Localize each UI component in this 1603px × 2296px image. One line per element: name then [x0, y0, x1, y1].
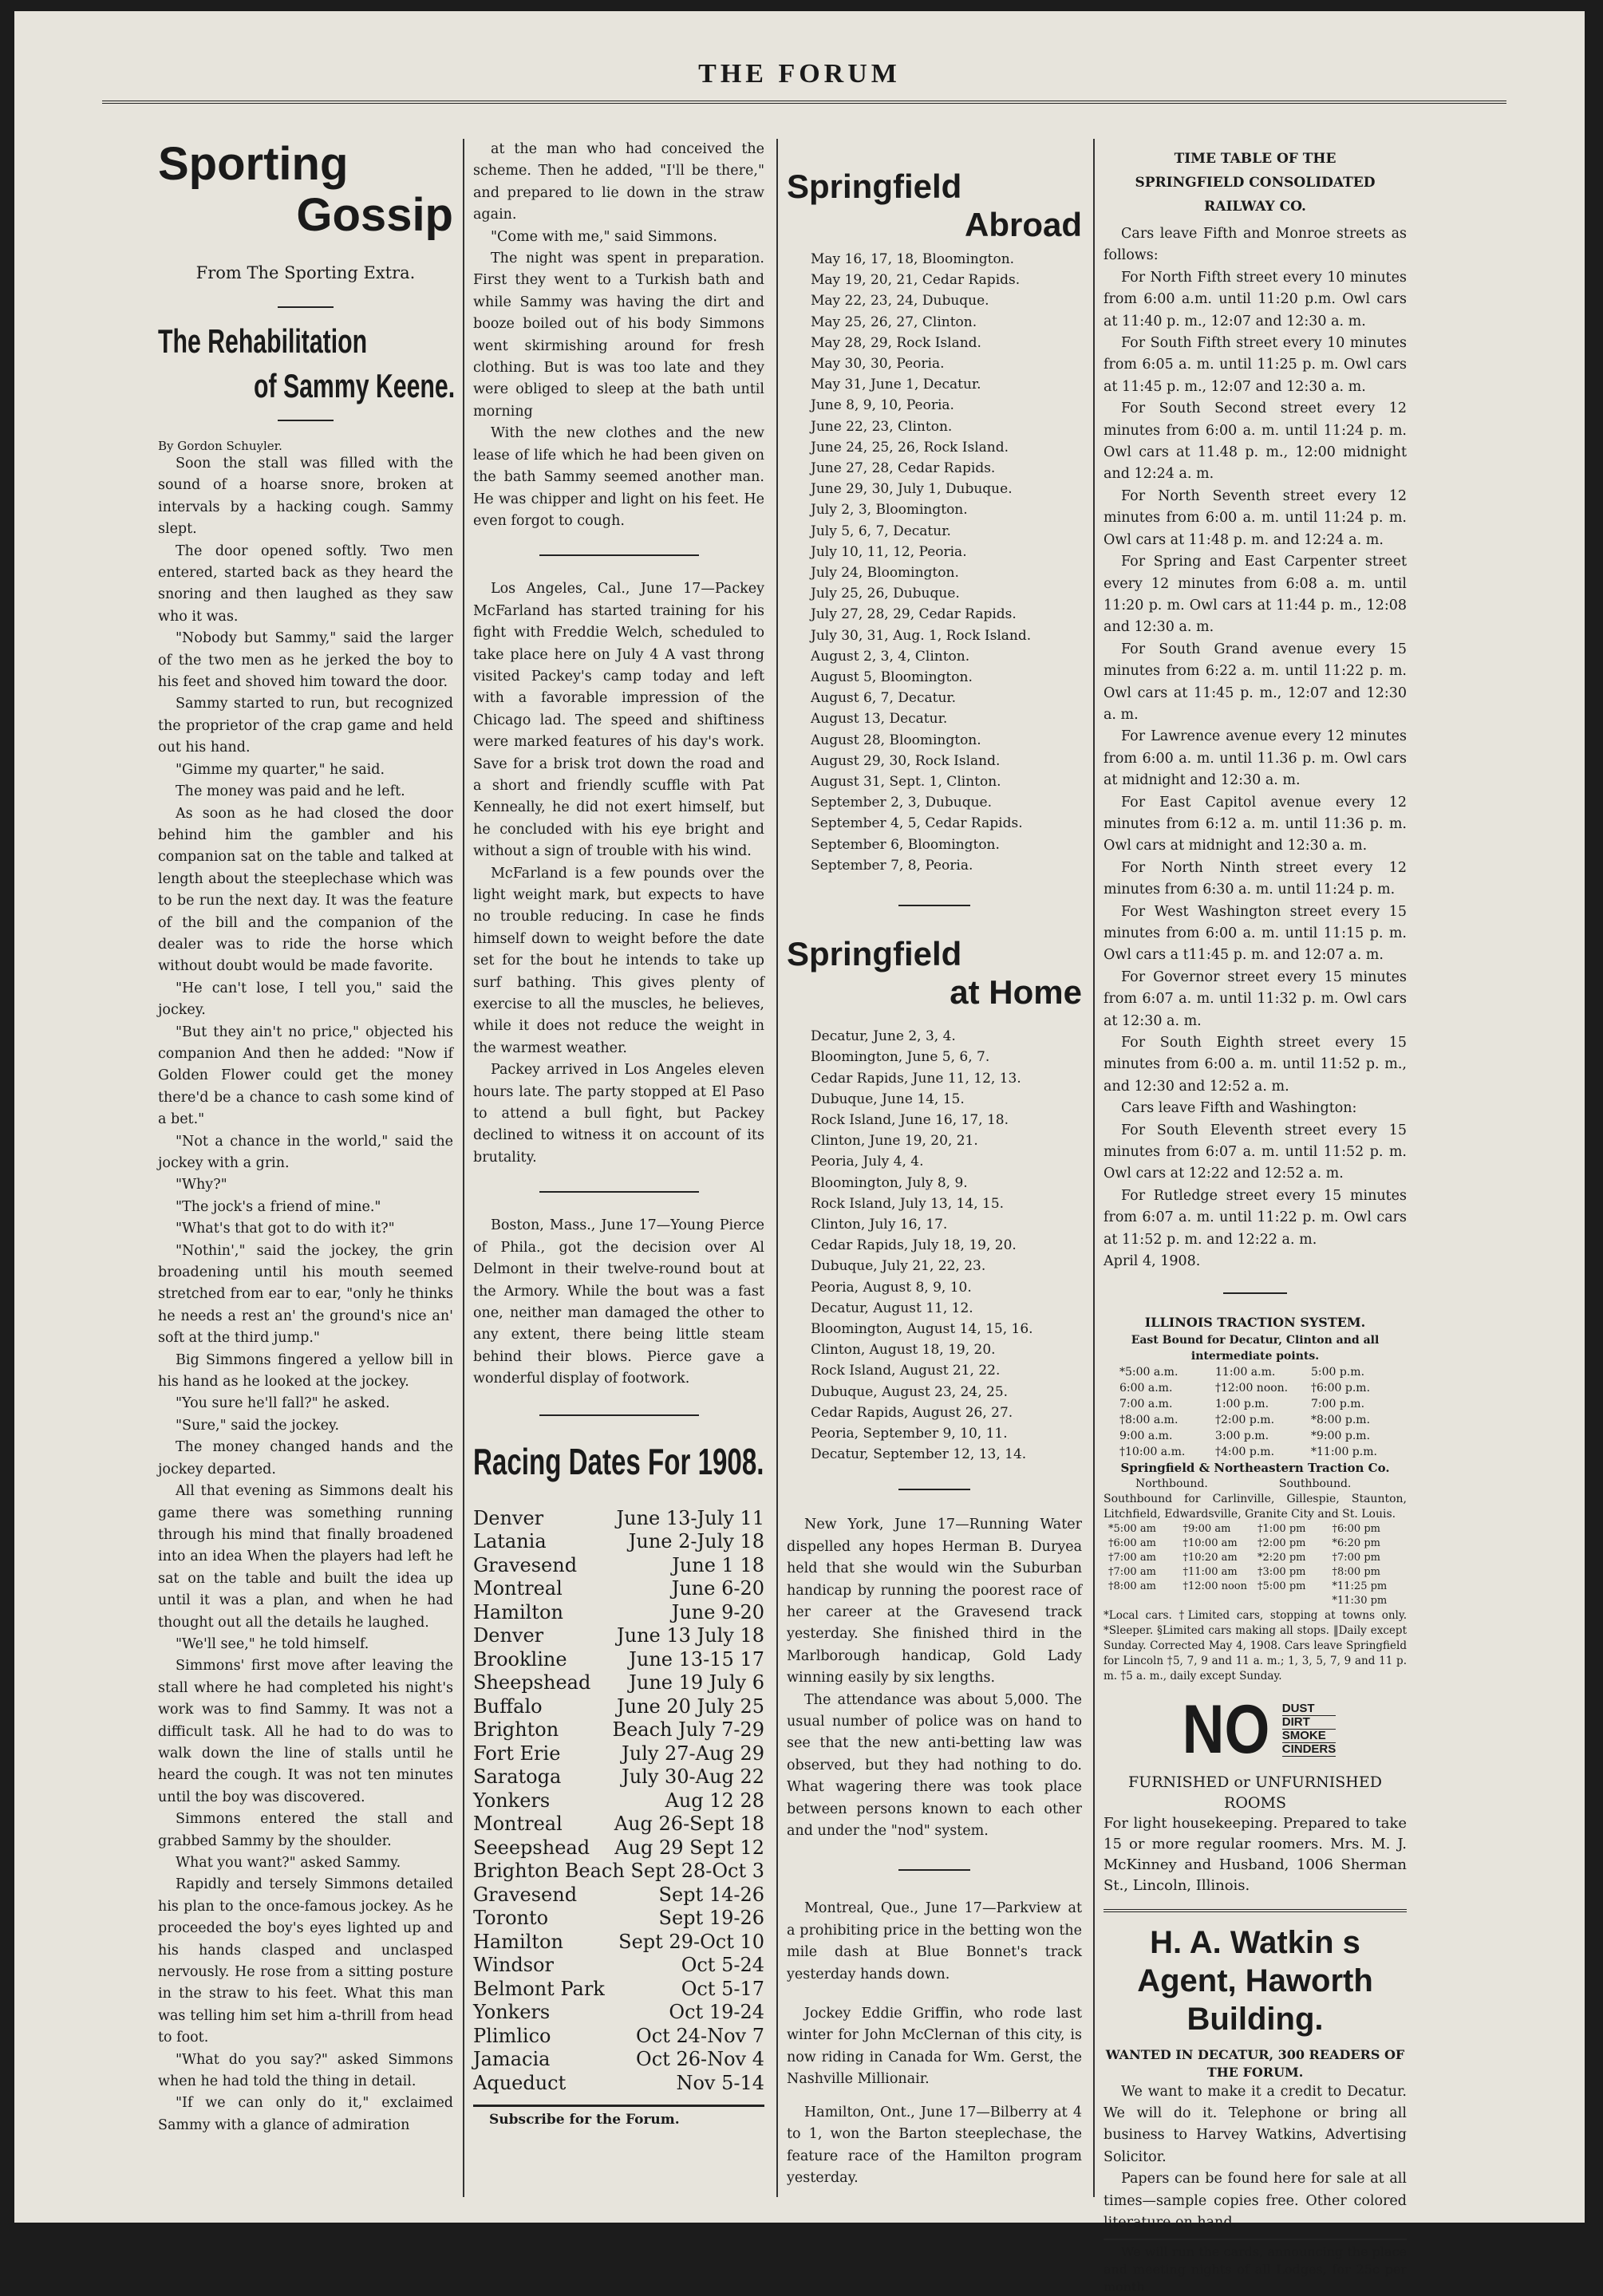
northeastern-times [1104, 1522, 1407, 1608]
northeastern-time: *11:30 pm [1332, 1594, 1388, 1607]
racing-date-row [473, 1954, 764, 1978]
story-paragraph: "What's that got to do with it?" [176, 1221, 395, 1237]
watkins-line: Building. [1186, 2001, 1324, 2037]
story-cont-paragraph: The night was spent in preparation. First they went to a Turkish bath and while Sammy was having the dirt and booze boiled out of his body Simmons went skirmishing around for fresh clothing. But is was too late and they were obliged to sleep at the bath until morning [473, 251, 764, 420]
abroad-date: September 7, 8, Peoria. [811, 857, 973, 874]
column-1 [158, 138, 456, 2136]
watkins-line: Agent, Haworth [1137, 1963, 1373, 1998]
timetable-paragraph: For West Washington street every 15 minutes from 6:00 a. m. until 11:15 p. m. Owl cars a t11:45 p. m. and 12:07 a. m. [1104, 903, 1407, 964]
northeastern-time: †7:00 am [1108, 1565, 1156, 1578]
story-paragraph: "Why?" [176, 1177, 227, 1193]
traction-time: †2:00 p.m. [1215, 1413, 1275, 1426]
northeastern-time: †2:00 pm [1258, 1537, 1306, 1549]
title-sporting: Sporting [158, 138, 349, 190]
home-date: Rock Island, July 13, 14, 15. [811, 1195, 1005, 1212]
home-date: Cedar Rapids, August 26, 27. [811, 1404, 1013, 1421]
track-name: Montreal [473, 1813, 563, 1836]
story-paragraph: All that evening as Simmons dealt his game there was something running through his mind that finally broadened into an idea When the players had left he sat on the table and built the idea up until it was a plan, and when he had thought out all the details he laughed. [158, 1483, 453, 1631]
traction-time: *8:00 p.m. [1311, 1413, 1371, 1426]
track-name: Sheepshead [473, 1671, 591, 1694]
watkins-line: H. A. Watkin s [1150, 1924, 1360, 1960]
racing-date-row [473, 1907, 764, 1931]
race-dates: Sept 28-Oct 3 [630, 1860, 764, 1883]
griffin-item: Jockey Eddie Griffin, who rode last winter for John McClernan of this city, is now riding in Canada for Wm. Gerst, the Nashville Millionair. [787, 2006, 1082, 2088]
racing-dates-list [473, 1507, 764, 2096]
home-date: Cedar Rapids, June 11, 12, 13. [811, 1070, 1021, 1087]
home-schedule [787, 1026, 1082, 1465]
race-dates: Sept 19-26 [658, 1907, 764, 1930]
hamilton-item: Hamilton, Ont., June 17—Bilberry at 4 to 1, won the Barton steeplechase, the feature race of the Hamilton program yesterday. [787, 2104, 1082, 2186]
race-dates: June 20 July 25 [616, 1694, 764, 1718]
divider [278, 306, 334, 308]
column-rule [1093, 139, 1095, 2197]
wanted-paragraph: Papers can be found here for sale at all times—sample copies free. Other colored literature on hand. [1104, 2171, 1407, 2231]
timetable-paragraph: For Spring and East Carpenter street every 12 minutes from 6:08 a. m. until 11:20 p. m. Owl cars at 11:44 p. m., 12:08 and 12:30 a. m. [1104, 554, 1407, 636]
traction-time: 1:00 p.m. [1215, 1397, 1269, 1410]
abroad-date: May 16, 17, 18, Bloomington. [811, 251, 1015, 267]
northeastern-title: Springfield & Northeastern Traction Co. [1120, 1460, 1390, 1475]
abroad-schedule [787, 249, 1082, 876]
newspaper-page [14, 11, 1585, 2295]
racing-date-row [473, 1836, 764, 1860]
column-4 [1104, 139, 1407, 2296]
timetable-paragraph: For South Eleventh street every 15 minutes from 6:07 a. m. until 11:52 p. m. Owl cars at 12:22 and 12:52 a. m. [1104, 1122, 1407, 1182]
story-paragraph: "He can't lose, I tell you," said the jockey. [158, 980, 453, 1019]
home-date: Dubuque, August 23, 24, 25. [811, 1383, 1009, 1400]
traction-time: 11:00 a.m. [1215, 1365, 1276, 1379]
rooms-title: FURNISHED or UNFURNISHED ROOMS [1128, 1773, 1382, 1812]
byline: By Gordon Schuyler. [158, 439, 282, 453]
northeastern-time: †7:00 pm [1332, 1551, 1380, 1564]
abroad-date: June 22, 23, Clinton. [811, 418, 953, 435]
race-dates: Sept 14-26 [658, 1883, 764, 1906]
timetable-paragraph: For North Ninth street every 12 minutes from 6:30 a. m. until 11:24 p. m. [1104, 859, 1407, 898]
abroad-date: June 8, 9, 10, Peoria. [811, 397, 954, 414]
race-dates: Beach July 7-29 [612, 1718, 764, 1742]
timetable-paragraph: For South Second street every 12 minutes from 6:00 a. m. until 11:24 p. m. Owl cars at 11.48 p. m., 12:00 midnight and 12:24 a. m. [1104, 400, 1407, 483]
home-title-1: Springfield [787, 935, 962, 973]
montreal-item: Montreal, Que., June 17—Parkview at a prohibiting price in the betting won the mile dash at Blue Bonnet's track yesterday hands down. [787, 1900, 1082, 1982]
la-paragraph: Los Angeles, Cal., June 17—Packey McFarland has started training for his fight with Freddie Welch, scheduled to take place here on July 4 A vast throng visited Packey's camp today and left with a favorable impression of the Chicago lad. The speed and shiftiness were marked features of his day's work. Save for a brisk trot down the road and a short and friendly scuffle with Pat Kenneally, he did not exert himself, but he concluded with his eye bright and without a sign of trouble with his wind. [473, 581, 764, 860]
abroad-date: May 30, 30, Peoria. [811, 356, 945, 373]
northeastern-time: †11:00 am [1183, 1565, 1238, 1578]
story-title-1: The Rehabilitation [158, 322, 368, 360]
home-date: Clinton, June 19, 20, 21. [811, 1133, 978, 1150]
race-dates: Sept 29-Oct 10 [618, 1930, 764, 1953]
northeastern-time: †3:00 pm [1258, 1565, 1306, 1578]
race-dates: June 13 July 18 [616, 1624, 764, 1647]
race-dates: Aug 26-Sept 18 [614, 1813, 764, 1836]
story-paragraph: "What do you say?" asked Simmons when he had told the thing in detail. [158, 2051, 453, 2090]
la-paragraph: McFarland is a few pounds over the light weight mark, but expects to have no trouble reducing. In case he finds himself down to weight before the date set for the bout he intends to take up surf bathing. This gives plenty of exercise to all the muscles, he believes, while it does not reduce the weight in the warmest weather. [473, 865, 764, 1056]
watkins-ad [1104, 1923, 1407, 2038]
story-paragraph: Rapidly and tersely Simmons detailed his plan to the once-famous jockey. As he proceeded the boy's eyes lighted up and his hands clasped and unclasped nervously. He rose from a sitting posture in the straw to his feet. What this man was telling him set him a-thrill from head to foot. [158, 1876, 453, 2046]
racing-date-row [473, 1695, 764, 1719]
track-name: Latania [473, 1530, 547, 1553]
story-body [158, 453, 453, 2136]
timetable-paragraph: Cars leave Fifth and Monroe streets as follows: [1104, 226, 1407, 264]
story-paragraph: "We'll see," he told himself. [176, 1635, 369, 1652]
traction-time: †10:00 a.m. [1119, 1445, 1186, 1458]
racing-date-row [473, 2072, 764, 2096]
no-small-word: DIRT [1282, 1716, 1336, 1730]
track-name: Seeepshead [473, 1836, 590, 1859]
racing-date-row [473, 1624, 764, 1648]
abroad-date: July 5, 6, 7, Decatur. [811, 523, 951, 539]
race-dates: June 13-15 17 [629, 1647, 764, 1671]
home-date: Dubuque, July 21, 22, 23. [811, 1258, 986, 1275]
timetable-date: April 4, 1908. [1104, 1253, 1201, 1270]
track-name: Hamilton [473, 1930, 563, 1953]
track-name: Jamacia [473, 2048, 551, 2071]
abroad-title-2: Abroad [965, 206, 1082, 243]
story-paragraph: The door opened softly. Two men entered, started back as they heard the snoring and then laughed as they saw who it was. [158, 542, 453, 625]
race-dates: July 27-Aug 29 [622, 1742, 764, 1765]
racing-date-row [473, 1554, 764, 1578]
racing-date-row [473, 1813, 764, 1836]
home-date: Bloomington, August 14, 15, 16. [811, 1320, 1033, 1337]
traction-time: †4:00 p.m. [1215, 1445, 1275, 1458]
racing-dates-title: Racing Dates For 1908. [473, 1440, 764, 1482]
northeastern-time: †5:00 pm [1258, 1580, 1306, 1592]
racing-date-row [473, 1978, 764, 2002]
story-paragraph: As soon as he had closed the door behind him the gambler and his companion sat on the table and talked at length about the steeplechase which was to be run the next day. It was the feature of the bill and the companion of the dealer was to ride the horse which without doubt would be made favorite. [158, 805, 453, 975]
masthead: THE FORUM [698, 59, 901, 89]
timetable-paragraph: For Lawrence avenue every 12 minutes from 6:00 a. m. until 11.36 p. m. Owl cars at midnight and 12:30 a. m. [1104, 728, 1407, 789]
divider [1223, 1292, 1287, 1294]
northeastern-time [1258, 1594, 1333, 1608]
wanted-paragraph: We want to make it a credit to Decatur. We will do it. Telephone or bring all business to Harvey Watkins, Advertising Solicitor. [1104, 2083, 1407, 2165]
column-2 [473, 139, 764, 2128]
home-date: Decatur, September 12, 13, 14. [811, 1446, 1027, 1463]
northeastern-time: †6:00 am [1108, 1537, 1156, 1549]
track-name: Denver [473, 1506, 544, 1529]
divider [278, 420, 334, 421]
racing-date-row [473, 1860, 764, 1884]
abroad-date: May 31, June 1, Decatur. [811, 377, 981, 393]
traction-time: 9:00 a.m. [1119, 1429, 1173, 1442]
divider [1104, 2239, 1407, 2240]
timetable-paragraph: For North Seventh street every 12 minutes from 6:00 a. m. until 11:24 p. m. Owl cars at 11:48 p. m. and 12:24 a. m. [1104, 487, 1407, 548]
race-dates: Oct 24-Nov 7 [636, 2024, 764, 2047]
northeastern-time: †10:00 am [1183, 1537, 1238, 1549]
racing-date-row [473, 1648, 764, 1672]
home-date: Decatur, June 2, 3, 4. [811, 1028, 956, 1045]
home-date: Peoria, September 9, 10, 11. [811, 1425, 1008, 1442]
timetable-paragraph: For Governor street every 15 minutes from 6:07 a. m. until 11:32 p. m. Owl cars at 12:30 a. m. [1104, 969, 1407, 1029]
abroad-date: August 2, 3, 4, Clinton. [811, 648, 970, 665]
abroad-date: July 25, 26, Dubuque. [811, 586, 960, 602]
traction-time: *5:00 a.m. [1119, 1365, 1179, 1379]
divider [898, 1489, 970, 1490]
no-small-word: DUST [1282, 1702, 1336, 1716]
racing-date-row [473, 1601, 764, 1625]
home-date: Clinton, July 16, 17. [811, 1216, 948, 1233]
racing-date-row [473, 1507, 764, 1531]
racing-date-row [473, 1765, 764, 1789]
northeastern-time: *5:00 am [1108, 1522, 1156, 1535]
race-dates: June 6-20 [671, 1577, 764, 1600]
traction-time: †6:00 p.m. [1311, 1381, 1371, 1395]
home-date: Dubuque, June 14, 15. [811, 1091, 965, 1107]
home-date: Rock Island, August 21, 22. [811, 1363, 1001, 1379]
track-name: Windsor [473, 1954, 554, 1977]
northeastern-time: *11:25 pm [1332, 1580, 1388, 1592]
story-cont-paragraph: With the new clothes and the new lease of life which he had been given on the bath Sammy seemed another man. He was chipper and light on his feet. He even forgot to cough. [473, 425, 764, 529]
timetable-paragraph: For South Eighth street every 15 minutes from 6:00 a. m. until 11:52 p. m., and 12:30 and 12:52 a. m. [1104, 1035, 1407, 1095]
track-name: Saratoga [473, 1765, 562, 1789]
title-gossip: Gossip [296, 189, 453, 241]
race-dates: June 13-July 11 [616, 1506, 764, 1529]
traction-time: *11:00 p.m. [1311, 1445, 1377, 1458]
abroad-date: May 25, 26, 27, Clinton. [811, 314, 977, 330]
abroad-title-1: Springfield [787, 168, 962, 205]
track-name: Fort Erie [473, 1742, 561, 1765]
story-paragraph: Big Simmons fingered a yellow bill in his hand as he looked at the jockey. [158, 1351, 453, 1391]
northeastern-time: †10:20 am [1183, 1551, 1238, 1564]
northeastern-time: †7:00 am [1108, 1551, 1156, 1564]
story-paragraph: "Not a chance in the world," said the jockey with a grin. [158, 1133, 453, 1171]
track-name: Denver [473, 1624, 544, 1647]
racing-date-row [473, 2001, 764, 2025]
abroad-date: May 28, 29, Rock Island. [811, 334, 981, 351]
race-dates: Aug 12 28 [665, 1789, 764, 1812]
divider [898, 905, 970, 906]
northeastern-desc: Southbound for Carlinville, Gillespie, Staunton, Litchfield, Edwardsville, Granite City and St. Louis. [1104, 1492, 1407, 1521]
abroad-date: August 28, Bloomington. [811, 732, 981, 748]
traction-times [1104, 1364, 1407, 1460]
race-dates: Aug 29 Sept 12 [614, 1836, 764, 1859]
home-date: Cedar Rapids, July 18, 19, 20. [811, 1237, 1017, 1254]
track-name: Yonkers [473, 2001, 551, 2024]
abroad-date: June 24, 25, 26, Rock Island. [811, 439, 1009, 456]
traction-time: *9:00 p.m. [1311, 1429, 1371, 1442]
ny-paragraph: New York, June 17—Running Water dispelled any hopes Herman B. Duryea held that she would win the Suburban handicap by running the poorest race of her career at the Gravesend track yesterday. She finished third in the Marlborough handicap, Gold Lady winning easily by six lengths. [787, 1517, 1082, 1686]
track-name: Aqueduct [473, 2071, 567, 2094]
timetable-paragraph: For South Grand avenue every 15 minutes from 6:22 a. m. until 11:22 p. m. Owl cars at 11:45 p. m., 12:07 and 12:30 a. m. [1104, 641, 1407, 723]
timetable-paragraph: For South Fifth street every 10 minutes from 6:05 a. m. until 11:25 p. m. Owl cars at 11:45 p. m., 12:07 and 12:30 a. m. [1104, 335, 1407, 395]
from-line: From The Sporting Extra. [195, 263, 416, 282]
subscribe-line: Subscribe for the Forum. [489, 2112, 680, 2128]
no-big: NO [1182, 1690, 1270, 1768]
northeastern-time: †8:00 pm [1332, 1565, 1380, 1578]
northeastern-time: †6:00 pm [1332, 1522, 1380, 1535]
traction-subtitle: East Bound for Decatur, Clinton and all intermediate points. [1131, 1333, 1380, 1363]
track-name: Brookline [473, 1647, 567, 1671]
track-name: Buffalo [473, 1694, 543, 1718]
timetable-paragraph: For Rutledge street every 15 minutes from 6:07 a. m. until 11:22 p. m. Owl cars at 11:52 p. m. and 12:22 a. m. [1104, 1187, 1407, 1248]
racing-date-row [473, 1884, 764, 1907]
northeastern-time: †9:00 am [1183, 1522, 1231, 1535]
northeastern-direction: Northbound. Southbound. [1135, 1477, 1352, 1490]
story-paragraph: "Sure," said the jockey. [176, 1417, 340, 1434]
traction-time: 7:00 p.m. [1311, 1397, 1365, 1410]
timetable-paragraph: For North Fifth street every 10 minutes from 6:00 a.m. until 11:20 p.m. Owl cars at 11:40 p. m., 12:07 and 12:30 a. m. [1104, 269, 1407, 329]
abroad-date: August 6, 7, Decatur. [811, 690, 957, 707]
race-dates: Nov 5-14 [676, 2071, 764, 2094]
story-paragraph: "Nothin'," said the jockey, the grin broadening until his mouth seemed stretched from ear to ear, "only he thinks he needs a rest an' the ground's nice an' soft at the third jump." [158, 1242, 453, 1347]
home-date: Peoria, August 8, 9, 10. [811, 1279, 972, 1296]
no-small-word: CINDERS [1281, 1742, 1336, 1756]
divider [898, 1869, 970, 1871]
race-dates: July 30-Aug 22 [622, 1765, 764, 1789]
racing-date-row [473, 1718, 764, 1742]
la-paragraph: Packey arrived in Los Angeles eleven hours late. The party stopped at El Paso to attend a bull fight, but Packey declined to witness it on account of its brutality. [473, 1062, 764, 1166]
racing-date-row [473, 1671, 764, 1695]
column-rule [776, 139, 778, 2197]
masthead-rule [102, 101, 1506, 104]
traction-time: 7:00 a.m. [1119, 1397, 1173, 1410]
abroad-date: July 2, 3, Bloomington. [811, 502, 968, 519]
home-date: Decatur, August 11, 12. [811, 1300, 973, 1316]
story-paragraph: Soon the stall was filled with the sound of a hoarse snore, broken at intervals by a hacking cough. Sammy slept. [158, 456, 453, 538]
story-paragraph: "Nobody but Sammy," said the larger of the two men as he jerked the boy to his feet and shoved him toward the door. [158, 630, 453, 691]
track-name: Hamilton [473, 1600, 563, 1623]
story-paragraph: Sammy started to run, but recognized the proprietor of the crap game and held out his hand. [158, 696, 453, 756]
traction-time: †12:00 noon. [1215, 1381, 1289, 1395]
story-paragraph: "You sure he'll fall?" he asked. [176, 1395, 390, 1412]
timetable-title-2: SPRINGFIELD CONSOLIDATED RAILWAY CO. [1135, 175, 1376, 215]
northeastern-notes: *Local cars. †Limited cars, stopping at towns only. *Sleeper. §Limited cars making all stops. ‖Daily except Sunday. Corrected May 4, 1908. Cars leave Springfield for Lincoln †5, 7, 9 and 11 a. m.; 1, 3, 5, 7, 9 and 11 p. m. †5 a. m., daily except Sunday. [1104, 1608, 1407, 1683]
racing-date-row [473, 1742, 764, 1766]
story-cont-paragraph: "Come with me," said Simmons. [491, 228, 717, 245]
wanted-body [1104, 2081, 1407, 2235]
story-paragraph: The money was paid and he left. [176, 783, 405, 800]
abroad-date: August 29, 30, Rock Island. [811, 752, 1001, 769]
home-date: Bloomington, July 8, 9. [811, 1174, 968, 1191]
racing-date-row [473, 2048, 764, 2072]
track-name: Montreal [473, 1577, 563, 1600]
abroad-date: July 30, 31, Aug. 1, Rock Island. [811, 627, 1032, 644]
story-title-2: of Sammy Keene. [254, 367, 456, 404]
traction-time: 5:00 p.m. [1311, 1365, 1365, 1379]
race-dates: June 2-July 18 [628, 1530, 764, 1553]
divider [539, 1414, 699, 1416]
race-dates: June 9-20 [671, 1600, 764, 1623]
los-angeles-item [473, 578, 764, 1169]
traction-time: 3:00 p.m. [1215, 1429, 1269, 1442]
track-name: Gravesend [473, 1553, 578, 1576]
track-name: Brighton [473, 1718, 559, 1742]
abroad-date: May 22, 23, 24, Dubuque. [811, 293, 989, 310]
northeastern-time [1108, 1594, 1183, 1608]
divider [539, 1191, 699, 1193]
northeastern-time: †1:00 pm [1258, 1522, 1306, 1535]
home-date: Clinton, August 18, 19, 20. [811, 1342, 996, 1359]
lodges-item: We will run the cards, announcing the place and meeting nights of all Lodges, for 25c per month. [1104, 2244, 1407, 2295]
divider [1104, 1909, 1407, 1912]
traction-title: ILLINOIS TRACTION SYSTEM. [1144, 1314, 1366, 1330]
abroad-date: July 24, Bloomington. [811, 565, 959, 582]
new-york-item [787, 1514, 1082, 1842]
track-name: Brighton Beach [473, 1860, 625, 1883]
racing-date-row [473, 1789, 764, 1813]
racing-date-row [473, 1530, 764, 1554]
abroad-date: June 27, 28, Cedar Rapids. [811, 460, 996, 477]
home-date: Bloomington, June 5, 6, 7. [811, 1049, 990, 1066]
timetable-title-1: TIME TABLE OF THE [1174, 151, 1336, 167]
timetable-paragraph: Cars leave Fifth and Washington: [1121, 1100, 1357, 1117]
northeastern-time: *6:20 pm [1332, 1537, 1380, 1549]
racing-date-row [473, 1577, 764, 1601]
abroad-date: September 4, 5, Cedar Rapids. [811, 815, 1023, 832]
no-small-words [1282, 1702, 1336, 1757]
abroad-date: September 6, Bloomington. [811, 836, 1000, 853]
story-paragraph: What you want?" asked Sammy. [176, 1855, 401, 1871]
abroad-date: August 31, Sept. 1, Clinton. [811, 774, 1001, 791]
racing-date-row [473, 2025, 764, 2049]
abroad-date: September 2, 3, Dubuque. [811, 795, 993, 811]
home-date: Peoria, July 4, 4. [811, 1154, 924, 1170]
story-paragraph: "The jock's a friend of mine." [176, 1198, 381, 1215]
traction-time: 6:00 a.m. [1119, 1381, 1173, 1395]
timetable-paragraph: For East Capitol avenue every 12 minutes from 6:12 a. m. until 11:36 p. m. Owl cars at midnight and 12:30 a. m. [1104, 794, 1407, 854]
traction-time: †8:00 a.m. [1119, 1413, 1179, 1426]
track-name: Toronto [473, 1907, 549, 1930]
abroad-date: August 13, Decatur. [811, 711, 948, 728]
story-cont-paragraph: at the man who had conceived the scheme. Then he added, "I'll be there," and prepared to lie down in the straw again. [473, 141, 764, 223]
race-dates: Oct 5-17 [681, 1977, 764, 2000]
racing-date-row [473, 1931, 764, 1955]
race-dates: June 1 18 [672, 1553, 764, 1576]
rooms-body: For light housekeeping. Prepared to take 15 or more regular roomers. Mrs. M. J. McKinney and Husband, 1006 Sherman St., Lincoln, Illinois. [1104, 1814, 1407, 1894]
column-rule [463, 139, 464, 2197]
northeastern-time: †8:00 am [1108, 1580, 1156, 1592]
divider [539, 554, 699, 556]
story-continuation [473, 139, 764, 532]
no-small-word: SMOKE [1282, 1730, 1336, 1743]
boston-item: Boston, Mass., June 17—Young Pierce of Phila., got the decision over Al Delmont in their twelve-round bout at the Armory. While the bout was a fast one, neither man damaged the other to any extent, there being little steam behind their blows. Pierce gave a wonderful display of footwork. [473, 1217, 764, 1387]
abroad-date: June 29, 30, July 1, Dubuque. [811, 481, 1013, 498]
home-date: Rock Island, June 16, 17, 18. [811, 1111, 1009, 1128]
race-dates: Oct 5-24 [681, 1954, 764, 1977]
timetable-body [1104, 223, 1407, 1251]
track-name: Plimlico [473, 2024, 551, 2047]
track-name: Gravesend [473, 1883, 578, 1906]
track-name: Belmont Park [473, 1977, 605, 2000]
column-3 [787, 139, 1082, 2189]
story-paragraph: "Gimme my quarter," he said. [176, 761, 385, 778]
race-dates: Oct 19-24 [669, 2001, 764, 2024]
abroad-date: August 5, Bloomington. [811, 669, 973, 686]
northeastern-time: *2:20 pm [1258, 1551, 1306, 1564]
story-paragraph: "But they ain't no price," objected his companion And then he added: "Now if Golden Flower could get the money there'd be a chance to cash some kind of a bet." [158, 1024, 453, 1128]
abroad-date: July 27, 28, 29, Cedar Rapids. [811, 606, 1017, 623]
northeastern-time: †12:00 noon [1183, 1580, 1247, 1592]
ny-paragraph: The attendance was about 5,000. The usual number of police was on hand to see that the new anti-betting law was observed, but they had nothing to do. What wagering there was took place between persons known to each other and under the "nod" system. [787, 1691, 1082, 1840]
story-paragraph: "If we can only do it," exclaimed Sammy with a glance of admiration [158, 2095, 453, 2133]
no-dust-ad [1104, 1690, 1407, 1768]
wanted-title: WANTED IN DECATUR, 300 READERS OF THE FORUM. [1105, 2046, 1405, 2080]
story-paragraph: Simmons entered the stall and grabbed Sammy by the shoulder. [158, 1811, 453, 1849]
abroad-date: May 19, 20, 21, Cedar Rapids. [811, 272, 1021, 289]
race-dates: June 19 July 6 [629, 1671, 764, 1694]
story-paragraph: The money changed hands and the jockey departed. [158, 1439, 453, 1477]
abroad-date: July 10, 11, 12, Peoria. [811, 543, 967, 560]
track-name: Yonkers [473, 1789, 551, 1812]
race-dates: Oct 26-Nov 4 [636, 2048, 764, 2071]
home-title-2: at Home [950, 973, 1082, 1012]
story-paragraph: Simmons' first move after leaving the stall where he had completed his night's work was to find Sammy. It was not a difficult task. All he had to do was to walk down the line of stalls until he heard the cough. It was not ten minutes until the boy was discovered. [158, 1658, 453, 1805]
northeastern-time [1183, 1594, 1258, 1608]
